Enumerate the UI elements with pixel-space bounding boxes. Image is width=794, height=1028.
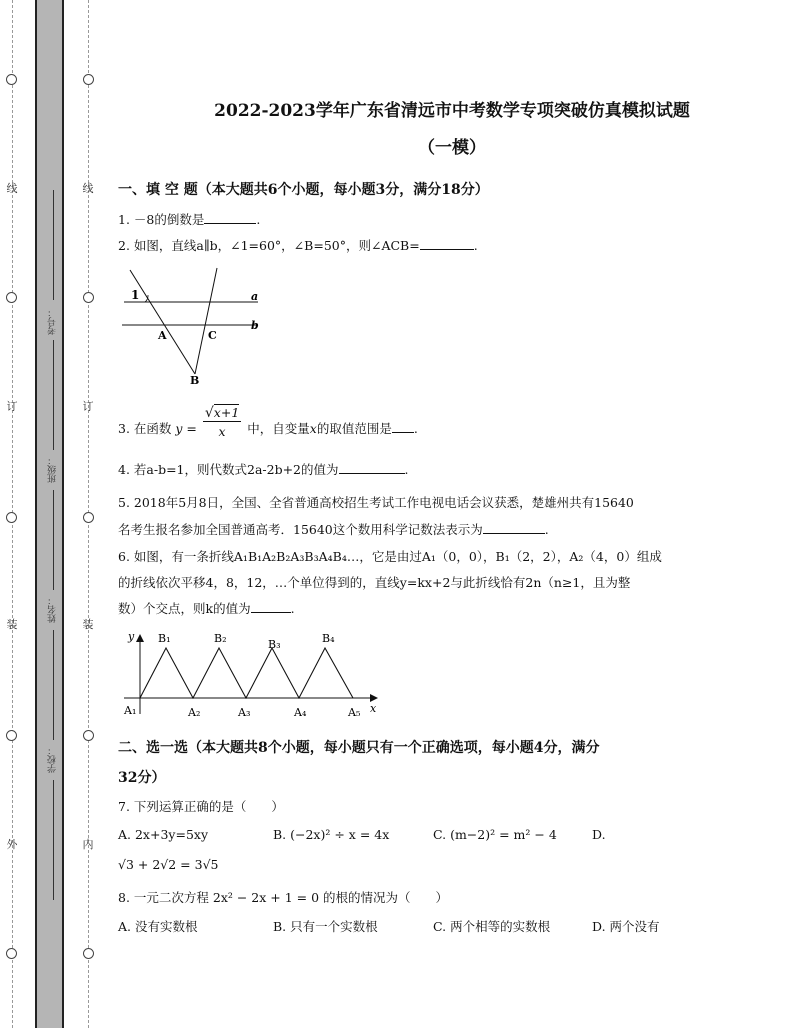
margin-char: 订 — [6, 400, 18, 413]
point-B-label: B — [190, 374, 200, 387]
point-B2-label: B₂ — [214, 632, 227, 645]
question-text: 3. 在函数 — [118, 421, 172, 436]
numerator — [203, 405, 241, 421]
q8-option-c[interactable]: C. 两个相等的实数根 — [433, 919, 551, 934]
margin-char: 订 — [82, 400, 94, 413]
point-A4-label: A₄ — [294, 706, 307, 719]
question-1 — [118, 210, 260, 228]
question-text: 的取值范围是 — [316, 421, 392, 436]
point-A-label: A — [158, 329, 167, 342]
field-underline — [53, 340, 54, 450]
binding-hole — [83, 730, 94, 741]
q8-option-d[interactable]: D. 两个没有 — [592, 919, 660, 934]
field-underline — [53, 780, 54, 900]
binding-hole — [6, 292, 17, 303]
point-A5-label: A₅ — [348, 706, 361, 719]
question-text: 1. －8的倒数是 — [118, 212, 205, 227]
function-variable: y — [175, 421, 183, 436]
field-underline — [53, 630, 54, 740]
field-name: 姓名： — [48, 596, 58, 623]
binding-hole — [83, 74, 94, 85]
binding-hole — [6, 948, 17, 959]
binding-hole — [6, 512, 17, 523]
binding-hole — [83, 948, 94, 959]
point-B4-label: B₄ — [322, 632, 335, 645]
margin-char: 装 — [6, 618, 18, 631]
parallel-lines-figure — [118, 264, 268, 388]
binding-hole — [6, 74, 17, 85]
q7-option-b[interactable]: B. (−2x)² ÷ x = 4x — [273, 827, 390, 842]
question-end: . — [473, 238, 478, 253]
answer-blank[interactable] — [339, 462, 405, 474]
point-A3-label: A₃ — [238, 706, 251, 719]
section-1-heading: 一、填 空 题（本大题共6个小题，每小题3分，满分18分） — [118, 182, 489, 198]
point-B3-label: B₃ — [268, 638, 281, 651]
q8-option-b[interactable]: B. 只有一个实数根 — [273, 919, 378, 934]
question-end: . — [290, 601, 295, 616]
question-6-line-1: 6. 如图，有一条折线A₁B₁A₂B₂A₃B₃A₄B₄…，它是由过A₁（0，0），B₁（2，2），A₂（4，0）组成 — [118, 549, 662, 564]
y-axis-arrow — [136, 634, 144, 642]
answer-blank[interactable] — [392, 421, 414, 433]
question-end: . — [413, 421, 418, 436]
field-exam-number: 考号： — [48, 308, 58, 335]
q8-option-a[interactable]: A. 没有实数根 — [118, 919, 198, 934]
margin-char: 线 — [82, 182, 94, 195]
point-C-label: C — [208, 329, 217, 342]
margin-char: 线 — [6, 182, 18, 195]
line-a-label: a — [251, 290, 259, 303]
q7-option-d-expression: √3 + 2√2 = 3√5 — [118, 857, 219, 872]
question-4 — [118, 460, 409, 478]
question-5-line-1: 5. 2018年5月8日，全国、全省普通高校招生考试工作电视电话会议获悉，楚雄州共有15640 — [118, 495, 634, 510]
angle-1-label: 1 — [131, 288, 140, 302]
question-text: 中，自变量 — [247, 421, 310, 436]
variable-x: x — [309, 421, 317, 436]
field-class: 班级： — [48, 456, 58, 483]
point-A1-label: A₁ — [124, 704, 137, 717]
point-B1-label: B₁ — [158, 632, 171, 645]
y-axis-label: y — [128, 630, 135, 643]
margin-char: 装 — [82, 618, 94, 631]
page-title: 2022-2023学年广东省清远市中考数学专项突破仿真模拟试题 — [214, 101, 690, 121]
answer-blank[interactable] — [420, 238, 474, 250]
question-text: 数）个交点，则k的值为 — [118, 601, 251, 616]
field-underline — [53, 190, 54, 300]
question-text: 名考生报名参加全国普通高考．15640这个数用科学记数法表示为 — [118, 522, 483, 537]
binding-hole — [83, 292, 94, 303]
radicand: x+1 — [213, 405, 240, 420]
page-subtitle: （一模） — [418, 138, 486, 158]
denominator: x — [203, 421, 241, 439]
question-3 — [118, 405, 418, 449]
question-end: . — [404, 462, 409, 477]
question-text: 2. 如图，直线a∥b，∠1=60°，∠B=50°，则∠ACB= — [118, 238, 420, 253]
fraction — [203, 405, 241, 439]
question-end: . — [256, 212, 261, 227]
line-BC — [195, 268, 217, 374]
sqrt-sign: √ — [204, 405, 214, 421]
binding-bar — [35, 0, 64, 1028]
margin-char: 外 — [6, 838, 18, 851]
zigzag-figure — [118, 626, 386, 724]
line-b-label: b — [251, 319, 259, 332]
x-axis-arrow — [370, 694, 378, 702]
binding-hole — [83, 512, 94, 523]
field-school: 学校： — [48, 746, 58, 773]
question-text: 4. 若a-b=1，则代数式2a-2b+2的值为 — [118, 462, 339, 477]
question-7-stem: 7. 下列运算正确的是（ ） — [118, 799, 284, 814]
point-A2-label: A₂ — [188, 706, 201, 719]
question-6-line-3 — [118, 599, 295, 617]
q7-option-c[interactable]: C. (m−2)² = m² − 4 — [433, 827, 557, 842]
line-AB — [130, 270, 195, 374]
question-5-line-2 — [118, 520, 549, 538]
field-underline — [53, 490, 54, 590]
question-2 — [118, 236, 478, 254]
binding-hole — [6, 730, 17, 741]
binding-margin — [0, 0, 110, 1028]
zigzag-polyline — [140, 648, 353, 698]
question-6-line-2: 的折线依次平移4，8，12，…个单位得到的，直线y=kx+2与此折线恰有2n（n≥1，且为整 — [118, 575, 631, 590]
q7-option-a[interactable]: A. 2x+3y=5xy — [118, 827, 209, 842]
x-axis-label: x — [370, 702, 377, 715]
answer-blank[interactable] — [251, 601, 291, 613]
section-2-heading-cont: 32分） — [118, 770, 166, 786]
q7-option-d[interactable]: D. — [592, 827, 606, 842]
answer-blank[interactable] — [204, 212, 256, 224]
answer-blank[interactable] — [483, 522, 545, 534]
section-2-heading: 二、选一选（本大题共8个小题，每小题只有一个正确选项，每小题4分，满分 — [118, 740, 600, 756]
question-end: . — [544, 522, 549, 537]
equals-sign: = — [182, 421, 201, 436]
margin-char: 内 — [82, 838, 94, 851]
question-8-stem: 8. 一元二次方程 2x² − 2x + 1 = 0 的根的情况为（ ） — [118, 890, 449, 905]
